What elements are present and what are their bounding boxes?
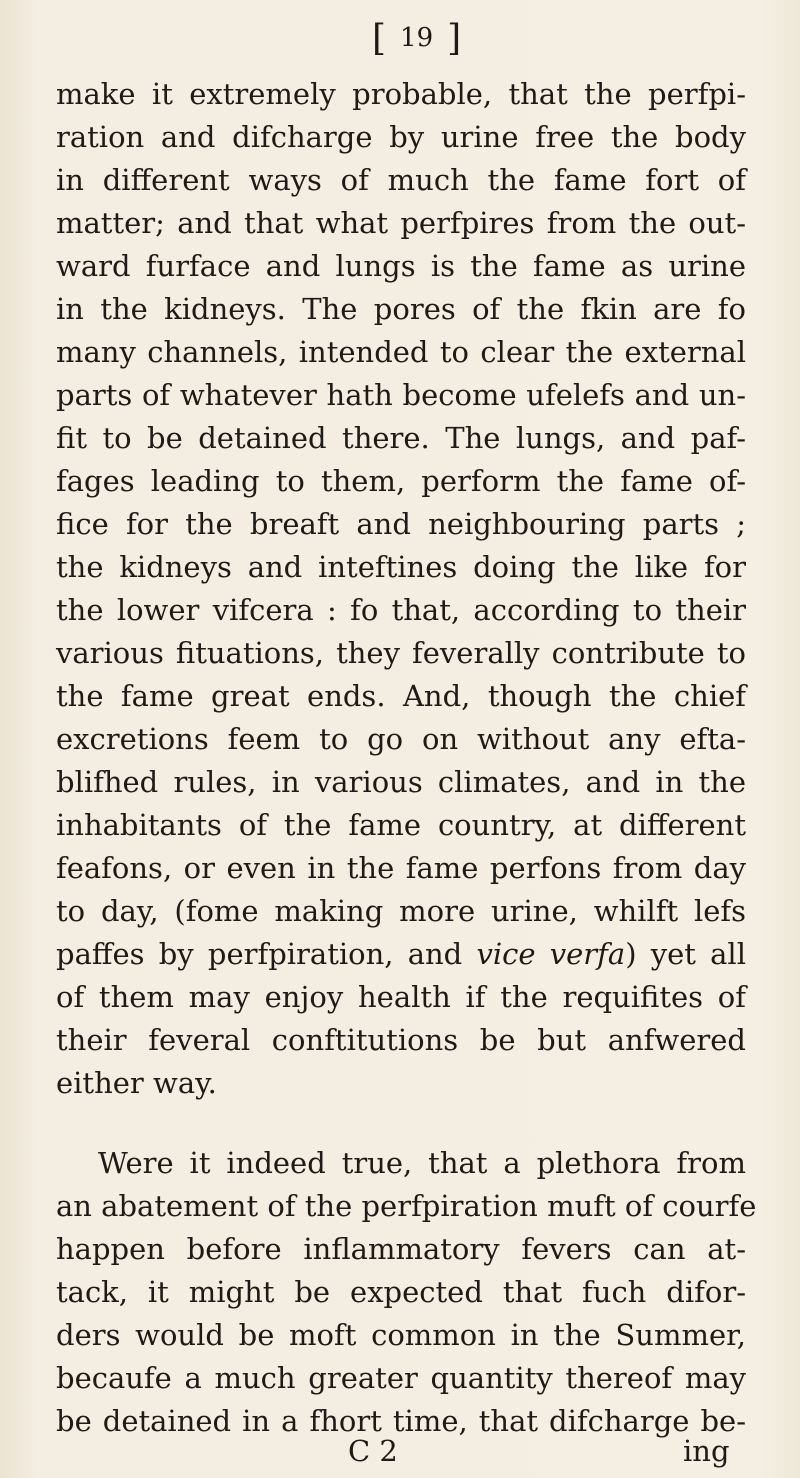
text-line: the lower vifcera : fo that, according to their [56,593,746,627]
text-line: feafons, or even in the fame perfons from day [56,851,746,885]
page-number: 19 [400,23,434,53]
text-line-vice-verfa [56,936,746,972]
text-line: becaufe a much greater quantity thereof may [56,1361,746,1395]
text-line: in the kidneys. The pores of the fkin are fo [56,292,746,326]
text-line: excretions feem to go on without any efta- [56,722,746,756]
text-line: either way. [56,1066,217,1100]
text-line: ward furface and lungs is the fame as urine [56,249,746,283]
text-line: ration and difcharge by urine free the body [56,120,746,154]
page-header [372,18,461,59]
text-line: their feveral conftitutions be but anfwered [56,1023,746,1057]
text-line: in different ways of much the fame fort of [56,163,746,197]
text-line: make it extremely probable, that the perfpi- [56,77,746,111]
text-line: fages leading to them, perform the fame of- [56,464,746,498]
text-line: various fituations, they feverally contribute to [56,636,746,670]
text-line: fit to be detained there. The lungs, and paf- [56,421,746,455]
text-line: ders would be moft common in the Summer, [56,1318,746,1352]
header-close-bracket: ] [447,18,462,59]
text-line: happen before inflammatory fevers can at- [56,1232,746,1266]
text-line: to day, (fome making more urine, whilft lefs [56,894,746,928]
italic-phrase: vice verfa [476,937,626,971]
header-open-bracket: [ [372,18,387,59]
text-line: an abatement of the perfpiration muft of courfe [56,1189,757,1223]
text-line: matter; and that what perfpires from the out- [56,206,746,240]
text-line: parts of whatever hath become ufelefs and un- [56,378,746,412]
text-line: be detained in a fhort time, that difcharge be- [56,1404,746,1438]
text-line: the kidneys and inteftines doing the like for [56,550,746,584]
text-line: the fame great ends. And, though the chief [56,679,746,713]
text-line: paffes by perfpiration, and vice verfa) yet all [56,937,746,971]
catchword: ing [683,1434,730,1468]
text-line: of them may enjoy health if the requifites of [56,980,746,1014]
signature-mark: C 2 [348,1434,398,1468]
text-line: fice for the breaft and neighbouring parts ; [56,507,746,541]
text-line: inhabitants of the fame country, at different [56,808,746,842]
text-line: blifhed rules, in various climates, and in the [56,765,746,799]
text-line: Were it indeed true, that a plethora from [98,1146,746,1180]
text-line: tack, it might be expected that fuch difor- [56,1275,746,1309]
text-line: many channels, intended to clear the external [56,335,746,369]
